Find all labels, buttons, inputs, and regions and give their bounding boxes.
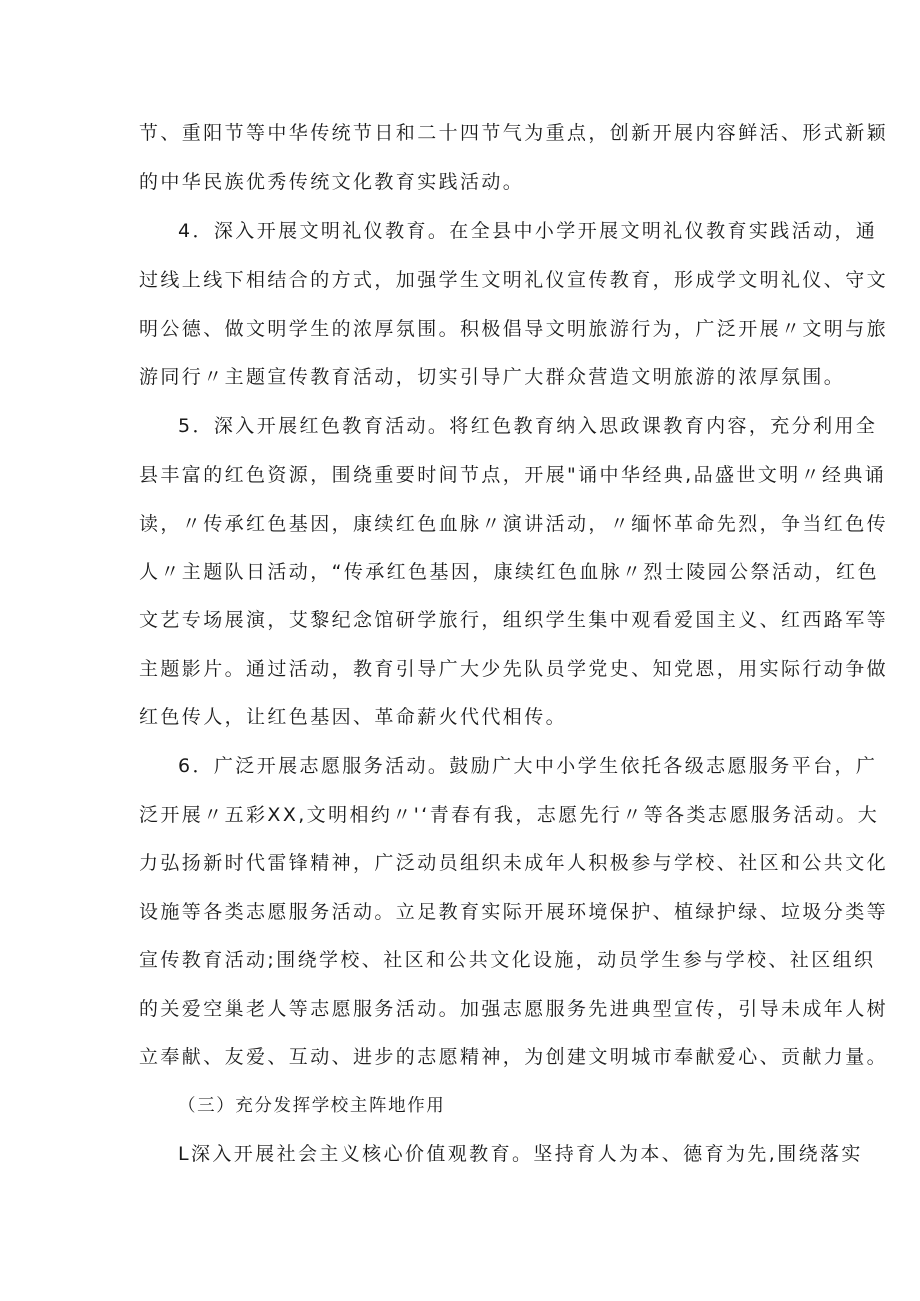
paragraph-5-start: 5．深入开展红色教育活动。将红色教育纳入思政课教育内容，充分利用全 xyxy=(178,415,878,437)
section-heading: （三）充分发挥学校主阵地作用 xyxy=(178,1096,446,1116)
text-line: 设施等各类志愿服务活动。立足教育实际开展环境保护、植绿护绿、垃圾分类等 xyxy=(139,901,889,923)
text-line: 节、重阳节等中华传统节日和二十四节气为重点，创新开展内容鲜活、形式新颖 xyxy=(139,122,889,144)
text-line: 读，〃传承红色基因，康续红色血脉〃演讲活动，〃缅怀革命先烈，争当红色传 xyxy=(139,513,889,535)
paragraph-4-start: 4．深入开展文明礼仪教育。在全县中小学开展文明礼仪教育实践活动，通 xyxy=(178,220,878,242)
text-line: 游同行〃主题宣传教育活动，切实引导广大群众营造文明旅游的浓厚氛围。 xyxy=(139,366,846,388)
text-line: 过线上线下相结合的方式，加强学生文明礼仪宣传教育，形成学文明礼仪、守文 xyxy=(139,269,889,291)
text-line: 文艺专场展演，艾黎纪念馆研学旅行，组织学生集中观看爱国主义、红西路军等 xyxy=(139,609,889,631)
text-line: 的关爱空巢老人等志愿服务活动。加强志愿服务先进典型宣传，引导未成年人树 xyxy=(139,998,889,1020)
text-line: 泛开展〃五彩XX,文明相约〃'‘青春有我，志愿先行〃等各类志愿服务活动。大 xyxy=(139,804,880,826)
text-line: 红色传人，让红色基因、革命薪火代代相传。 xyxy=(139,706,568,728)
text-line: 力弘扬新时代雷锋精神，广泛动员组织未成年人积极参与学校、社区和公共文化 xyxy=(139,852,889,874)
paragraph-6-start: 6．广泛开展志愿服务活动。鼓励广大中小学生依托各级志愿服务平台，广 xyxy=(178,755,878,777)
text-line: 的中华民族优秀传统文化教育实践活动。 xyxy=(139,171,525,193)
text-line: 明公德、做文明学生的浓厚氛围。积极倡导文明旅游行为，广泛开展〃文明与旅 xyxy=(139,318,889,340)
text-line: 县丰富的红色资源，围绕重要时间节点，开展"诵中华经典,品盛世文明〃经典诵 xyxy=(139,464,887,486)
text-line: 人〃主题队日活动，“传承红色基因，康续红色血脉〃烈士陵园公祭活动，红色 xyxy=(139,561,879,583)
text-line: 主题影片。通过活动，教育引导广大少先队员学党史、知党恩，用实际行动争做 xyxy=(139,658,889,680)
text-line: 立奉献、友爱、互动、进步的志愿精神，为创建文明城市奉献爱心、贡献力量。 xyxy=(139,1046,889,1068)
text-line: 宣传教育活动;围绕学校、社区和公共文化设施，动员学生参与学校、社区组织 xyxy=(139,949,876,971)
paragraph-1-start: L深入开展社会主义核心价值观教育。坚持育人为本、德育为先,围绕落实 xyxy=(178,1143,863,1165)
